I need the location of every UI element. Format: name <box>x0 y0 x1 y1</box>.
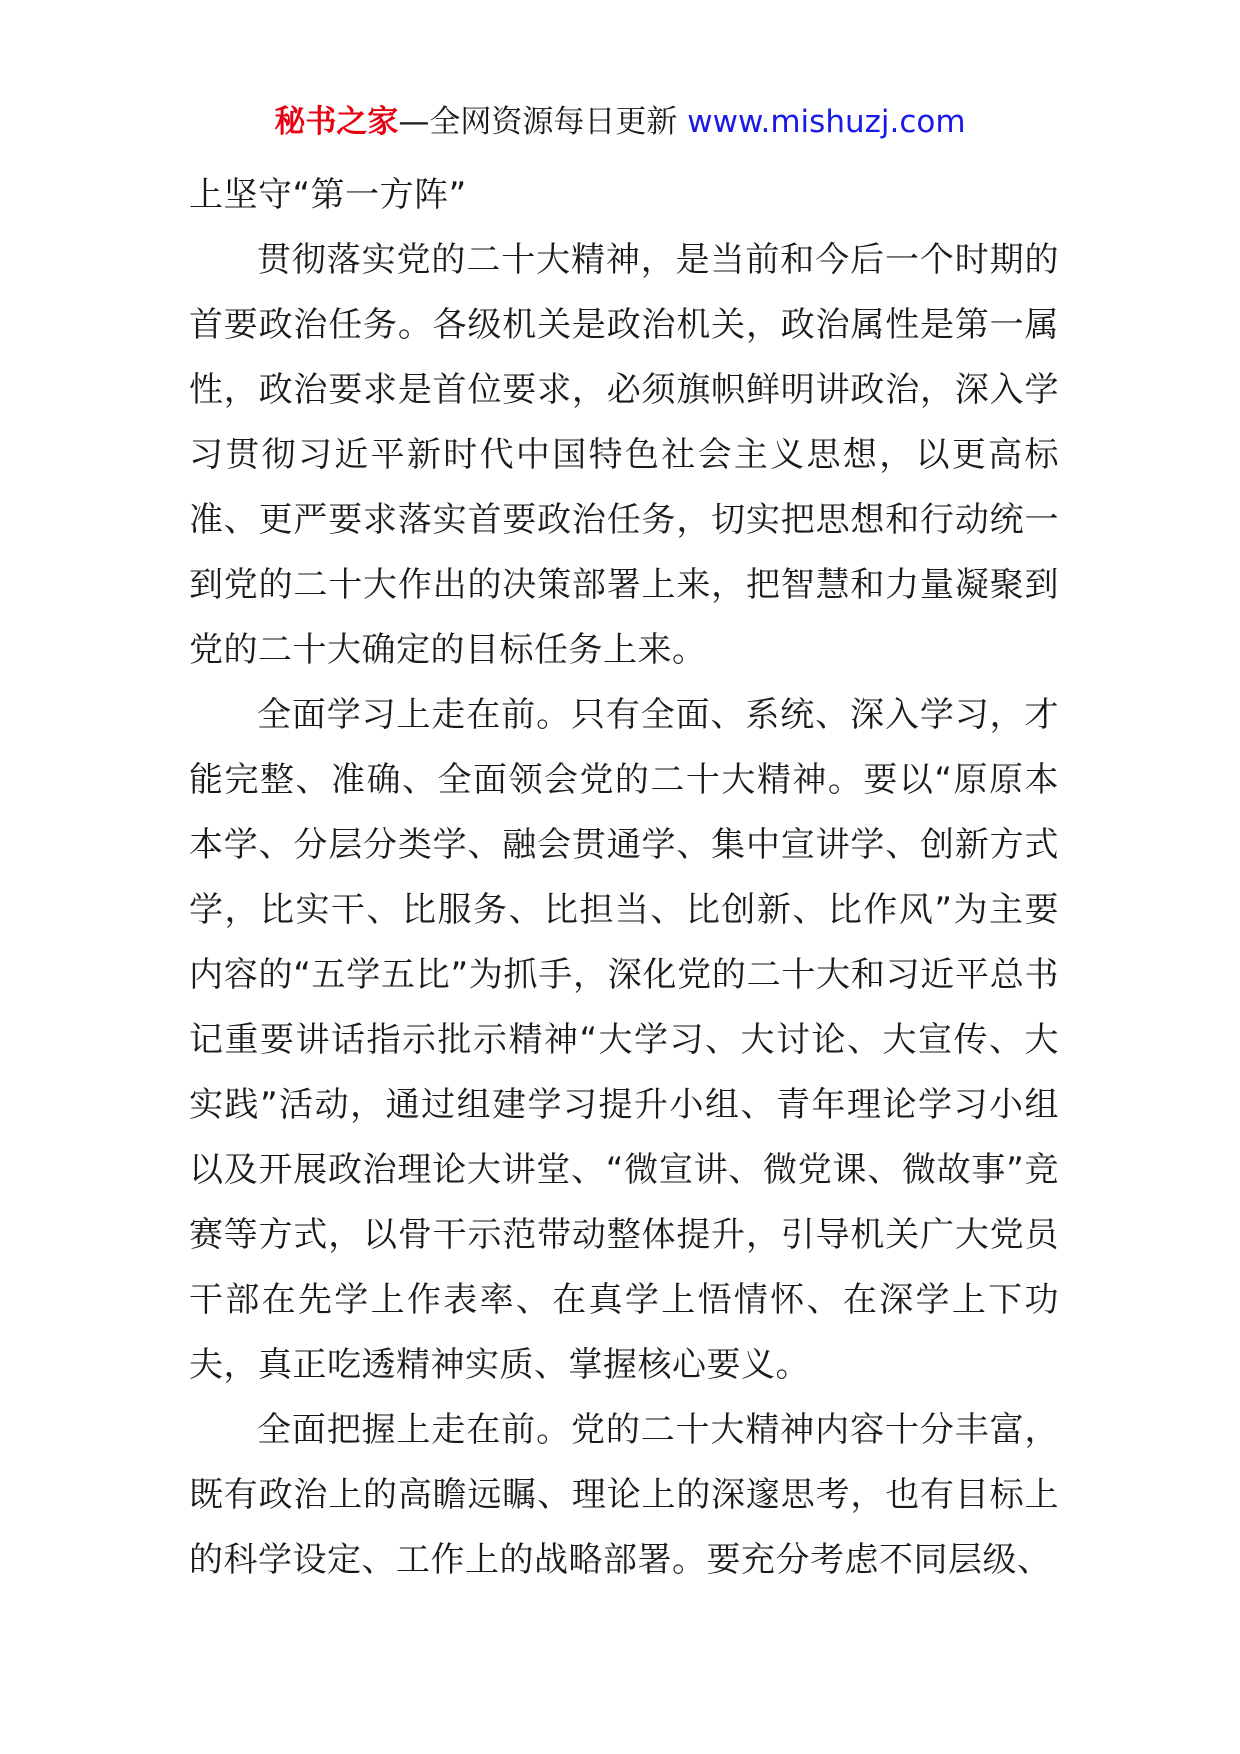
page-header <box>0 100 1240 144</box>
document-body <box>189 163 1059 1593</box>
brand-name: 秘书之家 <box>274 104 399 140</box>
header-tagline: —全网资源每日更新 <box>398 104 688 140</box>
paragraph: 全面学习上走在前。只有全面、系统、深入学习，才能完整、准确、全面领会党的二十大精神。要以“原原本本学、分层分类学、融会贯通学、集中宣讲学、创新方式学，比实干、比服务、比担当、比创新、比作风”为主要内容的“五学五比”为抓手，深化党的二十大和习近平总书记重要讲话指示批示精神“大学习、大讨论、大宣传、大实践”活动，通过组建学习提升小组、青年理论学习小组以及开展政治理论大讲堂、“微宣讲、微党课、微故事”竞赛等方式，以骨干示范带动整体提升，引导机关广大党员干部在先学上作表率、在真学上悟情怀、在深学上下功夫，真正吃透精神实质、掌握核心要义。 <box>189 695 1059 1385</box>
website-link[interactable]: www.mishuzj.com <box>687 104 966 140</box>
paragraph: 全面把握上走在前。党的二十大精神内容十分丰富，既有政治上的高瞻远瞩、理论上的深邃思考，也有目标上的科学设定、工作上的战略部署。要充分考虑不同层级、 <box>189 1410 1059 1580</box>
paragraph: 贯彻落实党的二十大精神，是当前和今后一个时期的首要政治任务。各级机关是政治机关，政治属性是第一属性，政治要求是首位要求，必须旗帜鲜明讲政治，深入学习贯彻习近平新时代中国特色社会主义思想，以更高标准、更严要求落实首要政治任务，切实把思想和行动统一到党的二十大作出的决策部署上来，把智慧和力量凝聚到党的二十大确定的目标任务上来。 <box>189 240 1059 670</box>
paragraph-continuation: 上坚守“第一方阵” <box>189 175 467 215</box>
